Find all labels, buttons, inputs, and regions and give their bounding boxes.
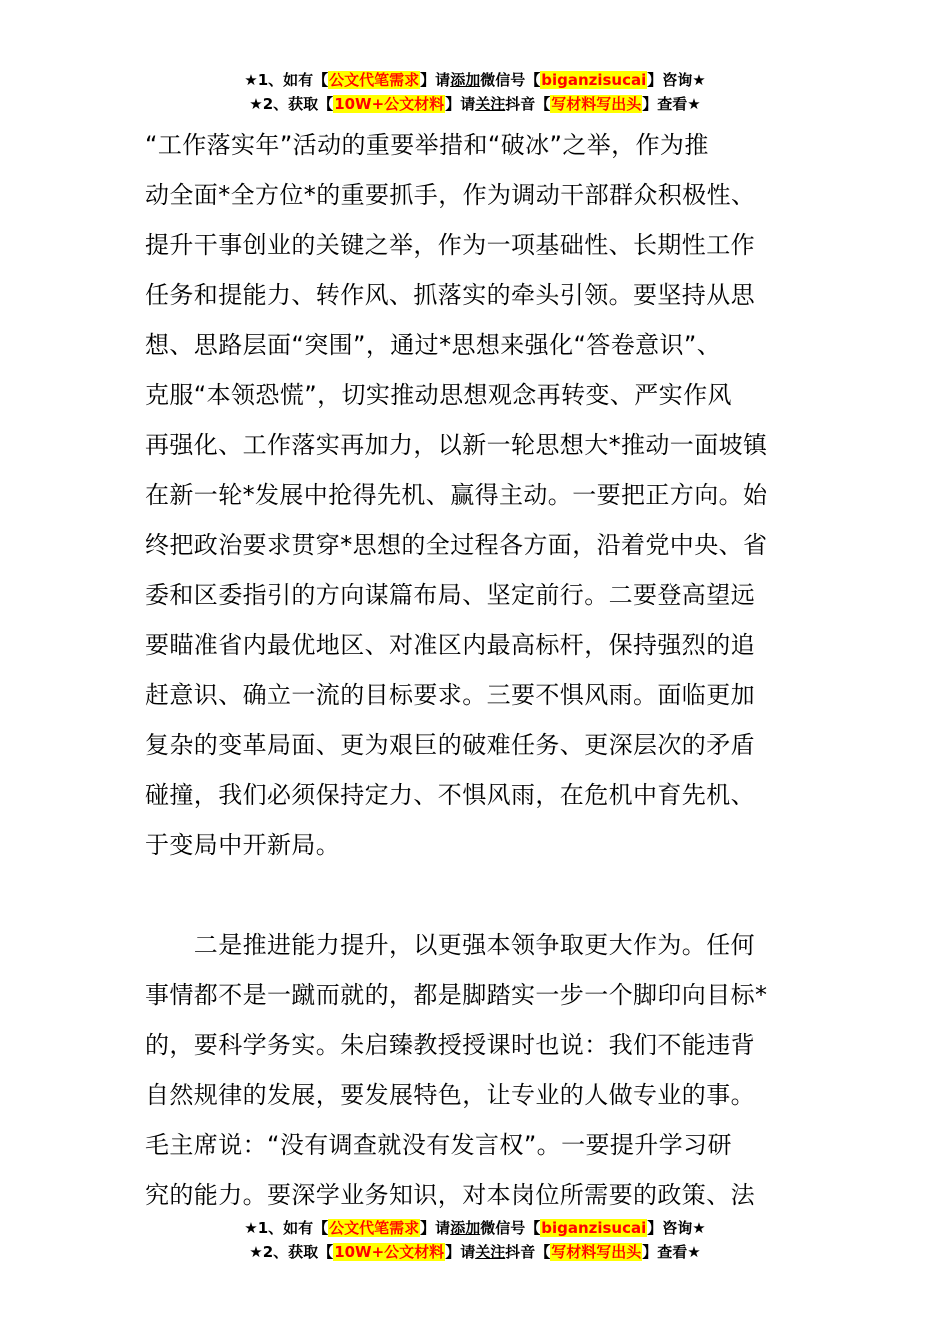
text-line: 终把政治要求贯穿*思想的全过程各方面，沿着党中央、省 — [145, 531, 768, 559]
banner-text: 】查看★ — [642, 1243, 701, 1261]
text-line: 赶意识、确立一流的目标要求。三要不惧风雨。面临更加 — [145, 681, 755, 709]
text-line: 自然规律的发展，要发展特色，让专业的人做专业的事。 — [145, 1081, 755, 1109]
text-line: 碰撞，我们必须保持定力、不惧风雨，在危机中育先机、 — [145, 781, 755, 809]
text-line: 二是推进能力提升，以更强本领争取更大作为。任何 — [145, 931, 755, 959]
banner-text: 】咨询★ — [647, 1219, 706, 1237]
highlight-text: 公文代笔需求 — [329, 1219, 420, 1237]
footer-banner — [0, 1216, 950, 1264]
text-line: 再强化、工作落实再加力，以新一轮思想大*推动一面坡镇 — [145, 431, 768, 459]
banner-text: 】查看★ — [642, 95, 701, 113]
banner-line-1 — [0, 1216, 950, 1240]
banner-text: 】请 — [445, 1243, 476, 1261]
text-line: 事情都不是一蹴而就的，都是脚踏实一步一个脚印向目标* — [145, 981, 768, 1009]
banner-text: ★1、如有【 — [244, 1219, 329, 1237]
banner-text: 】请 — [445, 95, 476, 113]
text-line: 究的能力。要深学业务知识，对本岗位所需要的政策、法 — [145, 1181, 755, 1209]
banner-text: 微信号【 — [480, 71, 541, 89]
header-banner — [0, 68, 950, 116]
text-line: 委和区委指引的方向谋篇布局、坚定前行。二要登高望远 — [145, 581, 755, 609]
text-line: 动全面*全方位*的重要抓手，作为调动干部群众积极性、 — [145, 181, 756, 209]
banner-text: 抖音【 — [505, 95, 551, 113]
underlined-text: 添加 — [450, 1219, 481, 1237]
paragraph-gap — [145, 870, 810, 920]
douyin-id-highlight: 写材料写出头 — [551, 95, 642, 113]
banner-line-2 — [0, 92, 950, 116]
wechat-id-highlight: biganzisucai — [541, 71, 647, 89]
text-line: “工作落实年”活动的重要举措和“破冰”之举，作为推 — [145, 131, 709, 159]
underlined-text: 关注 — [475, 95, 506, 113]
underlined-text: 添加 — [450, 71, 481, 89]
banner-text: ★1、如有【 — [244, 71, 329, 89]
banner-text: 抖音【 — [505, 1243, 551, 1261]
banner-text: ★2、获取【 — [249, 95, 334, 113]
paragraph-2 — [145, 920, 810, 1220]
banner-text: 微信号【 — [480, 1219, 541, 1237]
banner-text: ★2、获取【 — [249, 1243, 334, 1261]
banner-text: 】咨询★ — [647, 71, 706, 89]
text-line: 任务和提能力、转作风、抓落实的牵头引领。要坚持从思 — [145, 281, 755, 309]
text-line: 的，要科学务实。朱启臻教授授课时也说：我们不能违背 — [145, 1031, 755, 1059]
text-line: 在新一轮*发展中抢得先机、赢得主动。一要把正方向。始 — [145, 481, 768, 509]
highlight-text: 公文代笔需求 — [329, 71, 420, 89]
highlight-text: 10W+公文材料 — [334, 1243, 445, 1261]
paragraph-1 — [145, 120, 810, 870]
text-line: 毛主席说：“没有调查就没有发言权”。一要提升学习研 — [145, 1131, 732, 1159]
underlined-text: 关注 — [475, 1243, 506, 1261]
text-line: 克服“本领恐慌”，切实推动思想观念再转变、严实作风 — [145, 381, 732, 409]
banner-text: 】请 — [420, 1219, 451, 1237]
text-line: 提升干事创业的关键之举，作为一项基础性、长期性工作 — [145, 231, 755, 259]
text-line: 复杂的变革局面、更为艰巨的破难任务、更深层次的矛盾 — [145, 731, 755, 759]
document-body — [145, 120, 810, 1220]
douyin-id-highlight: 写材料写出头 — [551, 1243, 642, 1261]
wechat-id-highlight: biganzisucai — [541, 1219, 647, 1237]
banner-text: 】请 — [420, 71, 451, 89]
banner-line-2 — [0, 1240, 950, 1264]
text-line: 想、思路层面“突围”，通过*思想来强化“答卷意识”、 — [145, 331, 722, 359]
banner-line-1 — [0, 68, 950, 92]
text-line: 要瞄准省内最优地区、对准区内最高标杆，保持强烈的追 — [145, 631, 755, 659]
text-line: 于变局中开新局。 — [145, 831, 341, 859]
highlight-text: 10W+公文材料 — [334, 95, 445, 113]
